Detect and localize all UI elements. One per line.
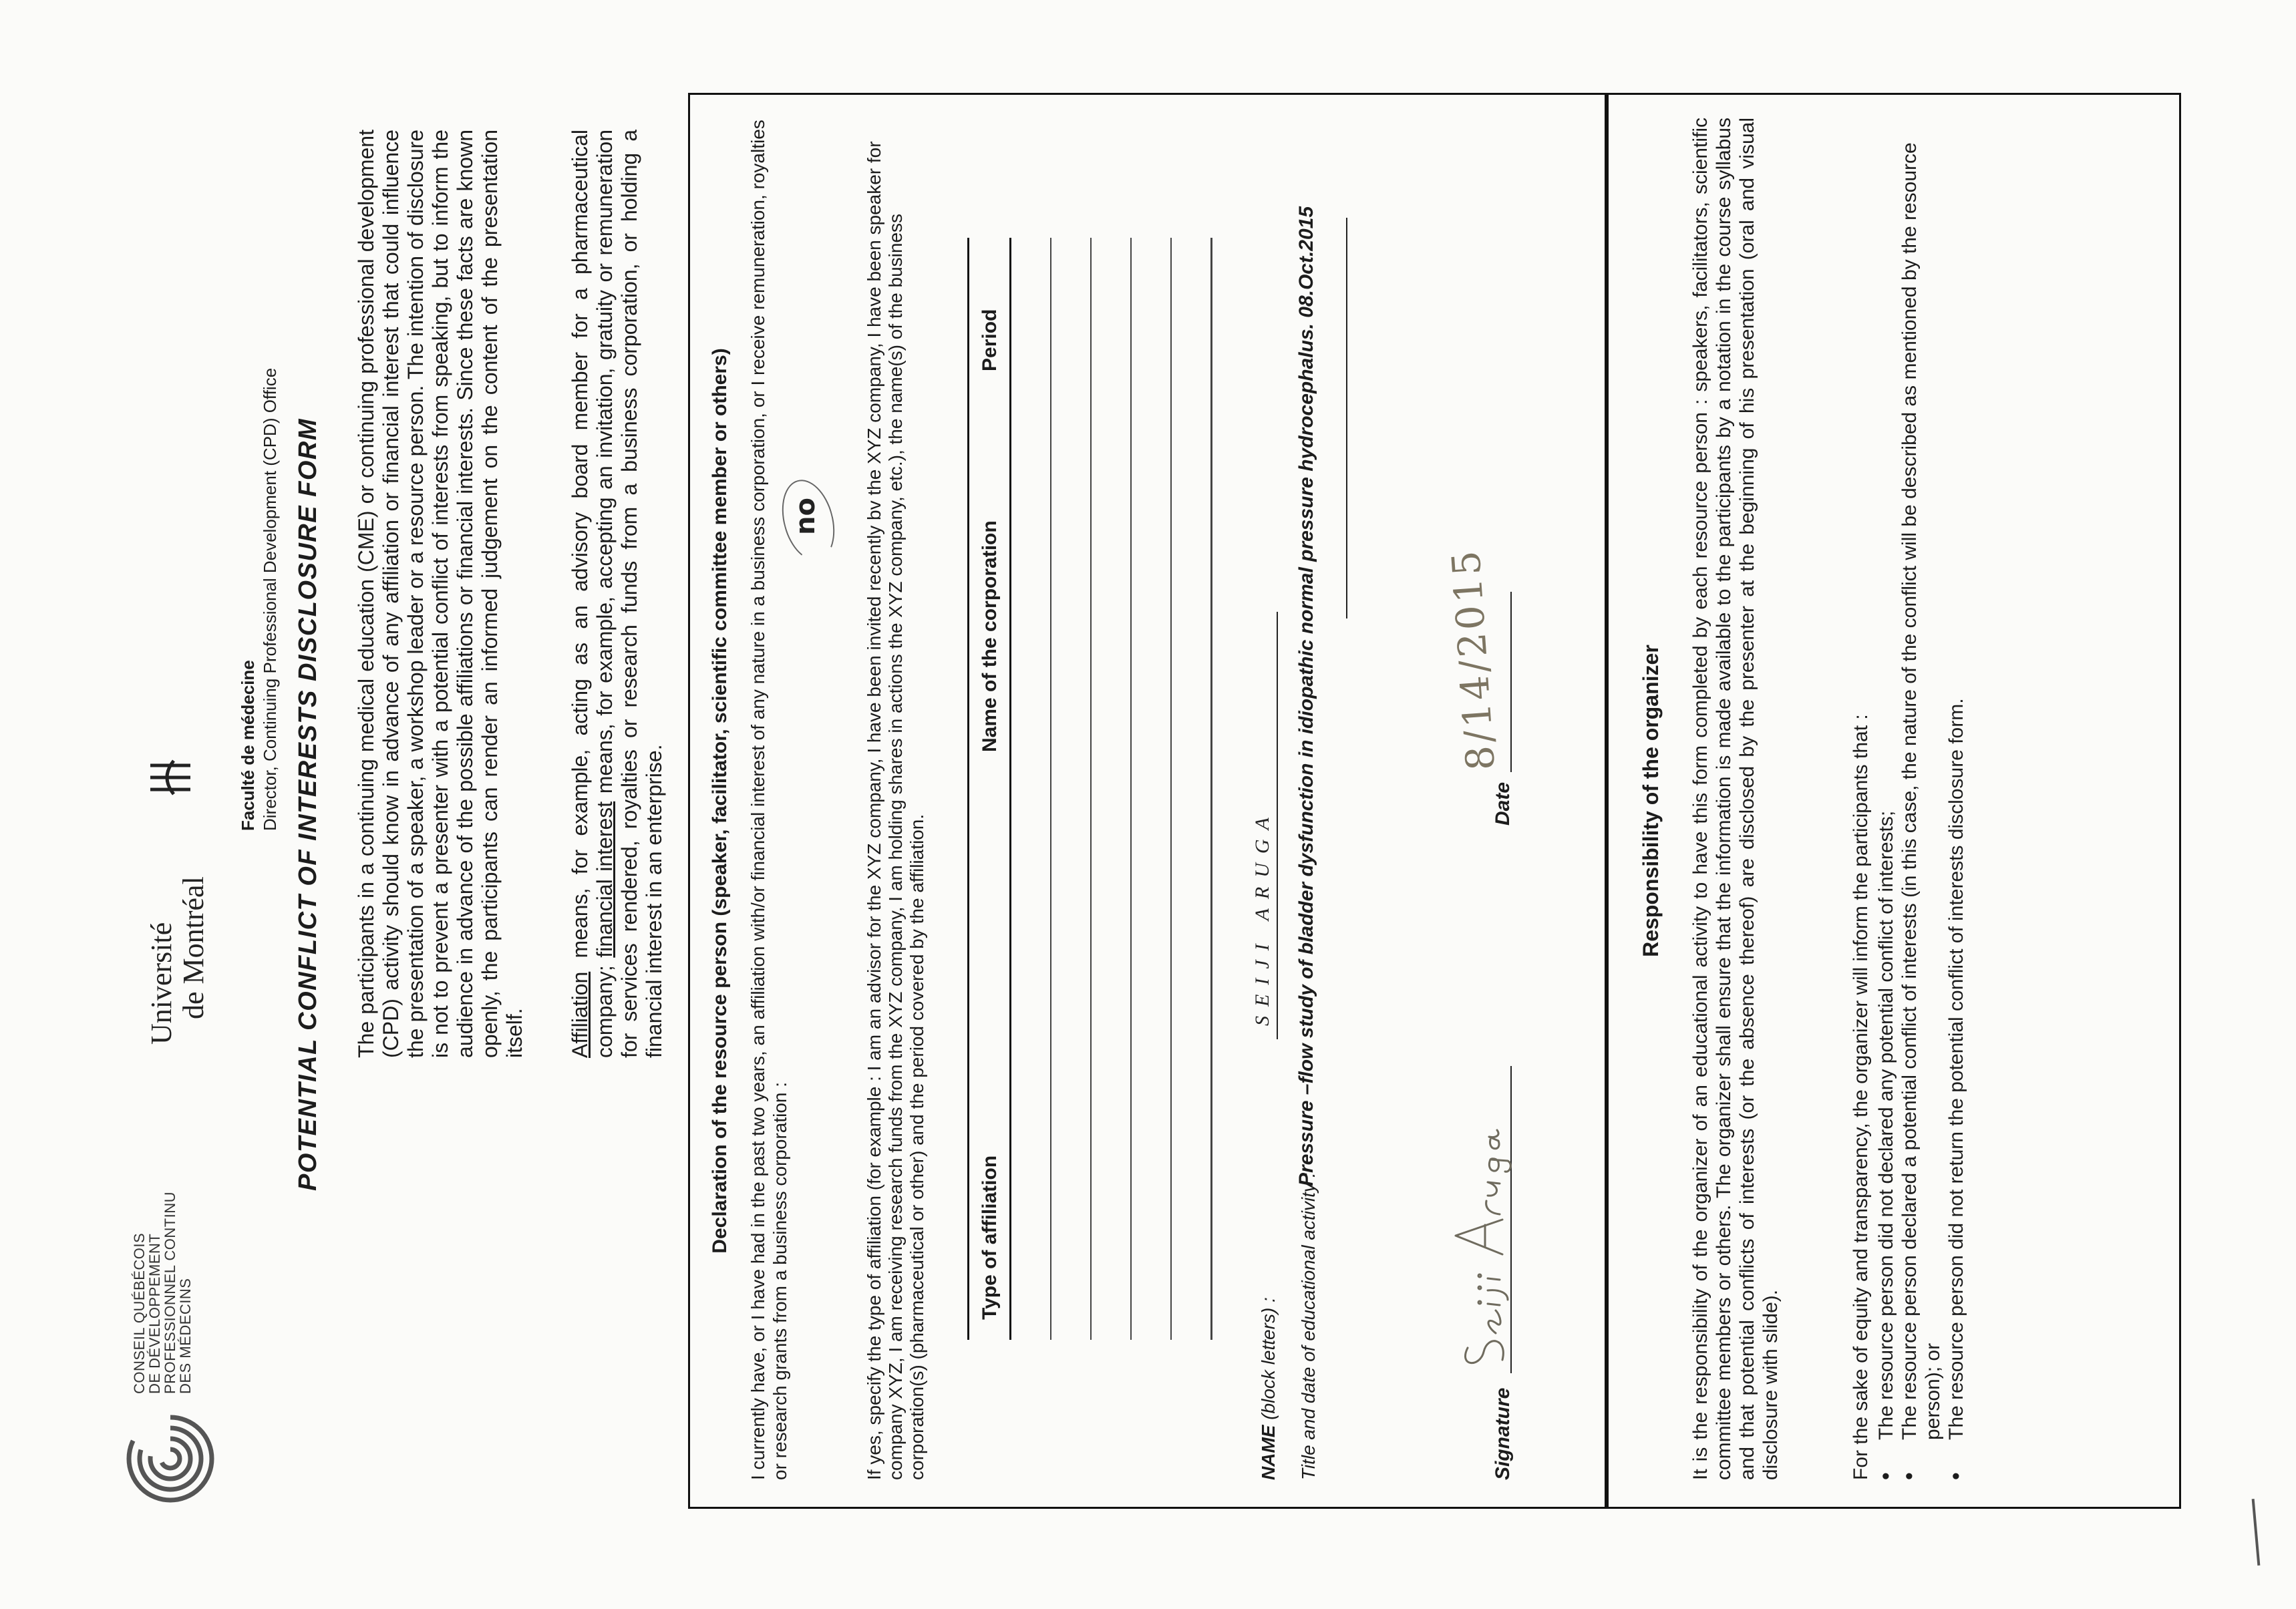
column-header-corporation: Name of the corporation [979,520,1001,752]
declaration-heading: Declaration of the resource person (speaker, facilitator, scientific committee member or others) [709,348,731,1254]
list-item: • The resource person declared a potential conflict of interests (in this case, the nature of the conflict will be described as mentioned by the resource person); or [1898,118,1945,1480]
activity-label: Title and date of educational activity : [1298,1172,1319,1480]
cqdpcm-line: CONSEIL QUÉBÉCOIS [131,1232,148,1394]
name-label-hint: (block letters) : [1258,1297,1279,1420]
cqdpcm-line: PROFESSIONNEL CONTINU [162,1191,178,1394]
list-item: • The resource person did not declared any potential conflict of interests; [1874,118,1898,1480]
udem-emblem-icon [147,757,194,797]
signature-field[interactable] [1438,1066,1512,1373]
table-row[interactable] [1090,238,1092,1340]
signature-label: Signature [1492,1387,1514,1480]
university-name-line2: de Montréal [177,876,210,1019]
table-row[interactable] [1130,238,1132,1340]
date-field-line [1510,592,1512,772]
affiliation-term: Affiliation [568,971,592,1058]
name-label [1258,1297,1279,1480]
intro-paragraph: The participants in a continuing medical education (CME) or continuing professional development (CPD) activity should know in advance of any affiliation or financial interest that could influence the presentation of a speaker, a workshop leader or a resource person. The intention of disclosure is not to prevent a presenter with a potential conflict of interests from speaking, but to inform the audience in advance of the possible affiliations or financial interests. Since these facts are known openly, the participants can render an informed judgement on the content of the presentation itself. [354,130,526,1058]
definitions-paragraph [568,130,667,1058]
financial-interest-definition: means, for example, accepting an invitation, gratuity or remuneration for services rendered, royalties or research funds from a business corporation, or holding a financial interest in an enterprise. [593,129,666,1058]
affiliation-definition: means, for example, acting as an advisory board member for a pharmaceutical company; [568,130,617,1058]
organizer-paragraph: It is the responsibility of the organizer of an educational activity to have this form completed by each resource person : speakers, facilitators, scientific committee members or others. The organizer shall ensure that the information is made available to the participants by a notation in the course syllabus and that potential conflicts of interests (or the absence thereof) are disclosed by the presenter at the beginning of his presentation (oral and visual disclosure with slide). [1689,118,1782,1480]
scan-artifact [2252,1499,2261,1566]
organizer-heading: Responsibility of the organizer [1639,645,1663,957]
affiliation-instructions: If yes, specify the type of affiliation (for example : I am an advisor for the XYZ company, I have been invited recently bv the XYZ company, I have been speaker for company XYZ, I am receiving research funds from the XYZ company, I am holding shares in actions the XYZ company, etc.), the name(s) of the business corporation(s) (pharmaceutical or other) and the period covered by the affiliation. [864,141,927,1480]
cqdpcm-line: DES MÉDECINS [177,1278,194,1394]
cqdpcm-line: DE DÉVELOPPEMENT [146,1233,163,1394]
table-header-rule [1009,238,1011,1340]
faculty-office: Director, Continuing Professional Development (CPD) Office [260,367,280,831]
declaration-section [688,93,1607,1509]
faculty-block [237,368,281,831]
cqdpcm-name [132,1192,193,1394]
organizer-list [1874,118,1968,1480]
page-title: POTENTIAL CONFLICT OF INTERESTS DISCLOSURE FORM [294,417,322,1192]
activity-field-line [1346,218,1347,618]
faculty-name: Faculté de médecine [238,660,258,831]
name-label-text: NAME [1258,1425,1279,1480]
university-name-line1: Université [145,922,178,1045]
declaration-question: I currently have, or I have had in the past two years, an affiliation with/or financial interest of any nature in a business corporation, or I receive remuneration, royalties or research grants from a business corporation : [748,120,790,1480]
name-field-line [1277,612,1278,1039]
activity-field[interactable]: Pressure –flow study of bladder dysfunction in idiopathic normal pressure hydrocephalus. 08.Oct.2015 [1295,206,1317,1186]
table-row[interactable] [1210,238,1212,1340]
table-header-row [969,238,1009,1340]
date-field[interactable]: 8/14/2015 [1442,546,1504,772]
financial-interest-term: financial interest [593,801,617,958]
table-row[interactable] [1170,238,1172,1340]
organizer-list-intro: For the sake of equity and transparency, the organizer will inform the participants that : [1850,714,1872,1480]
cqdpcm-logo-icon [120,1409,220,1509]
column-header-period: Period [979,309,1001,371]
list-item: • The resource person did not return the potential conflict of interests disclosure form. [1945,118,1968,1480]
affiliation-table [967,238,1212,1340]
organizer-section [1607,93,2181,1509]
table-row[interactable] [1050,238,1051,1340]
declaration-answer[interactable]: no [790,498,821,535]
column-header-type: Type of affiliation [979,1155,1001,1320]
name-field[interactable]: SEIJI ARUGA [1251,808,1273,1026]
date-label: Date [1492,781,1514,826]
udem-logo [146,876,210,1045]
